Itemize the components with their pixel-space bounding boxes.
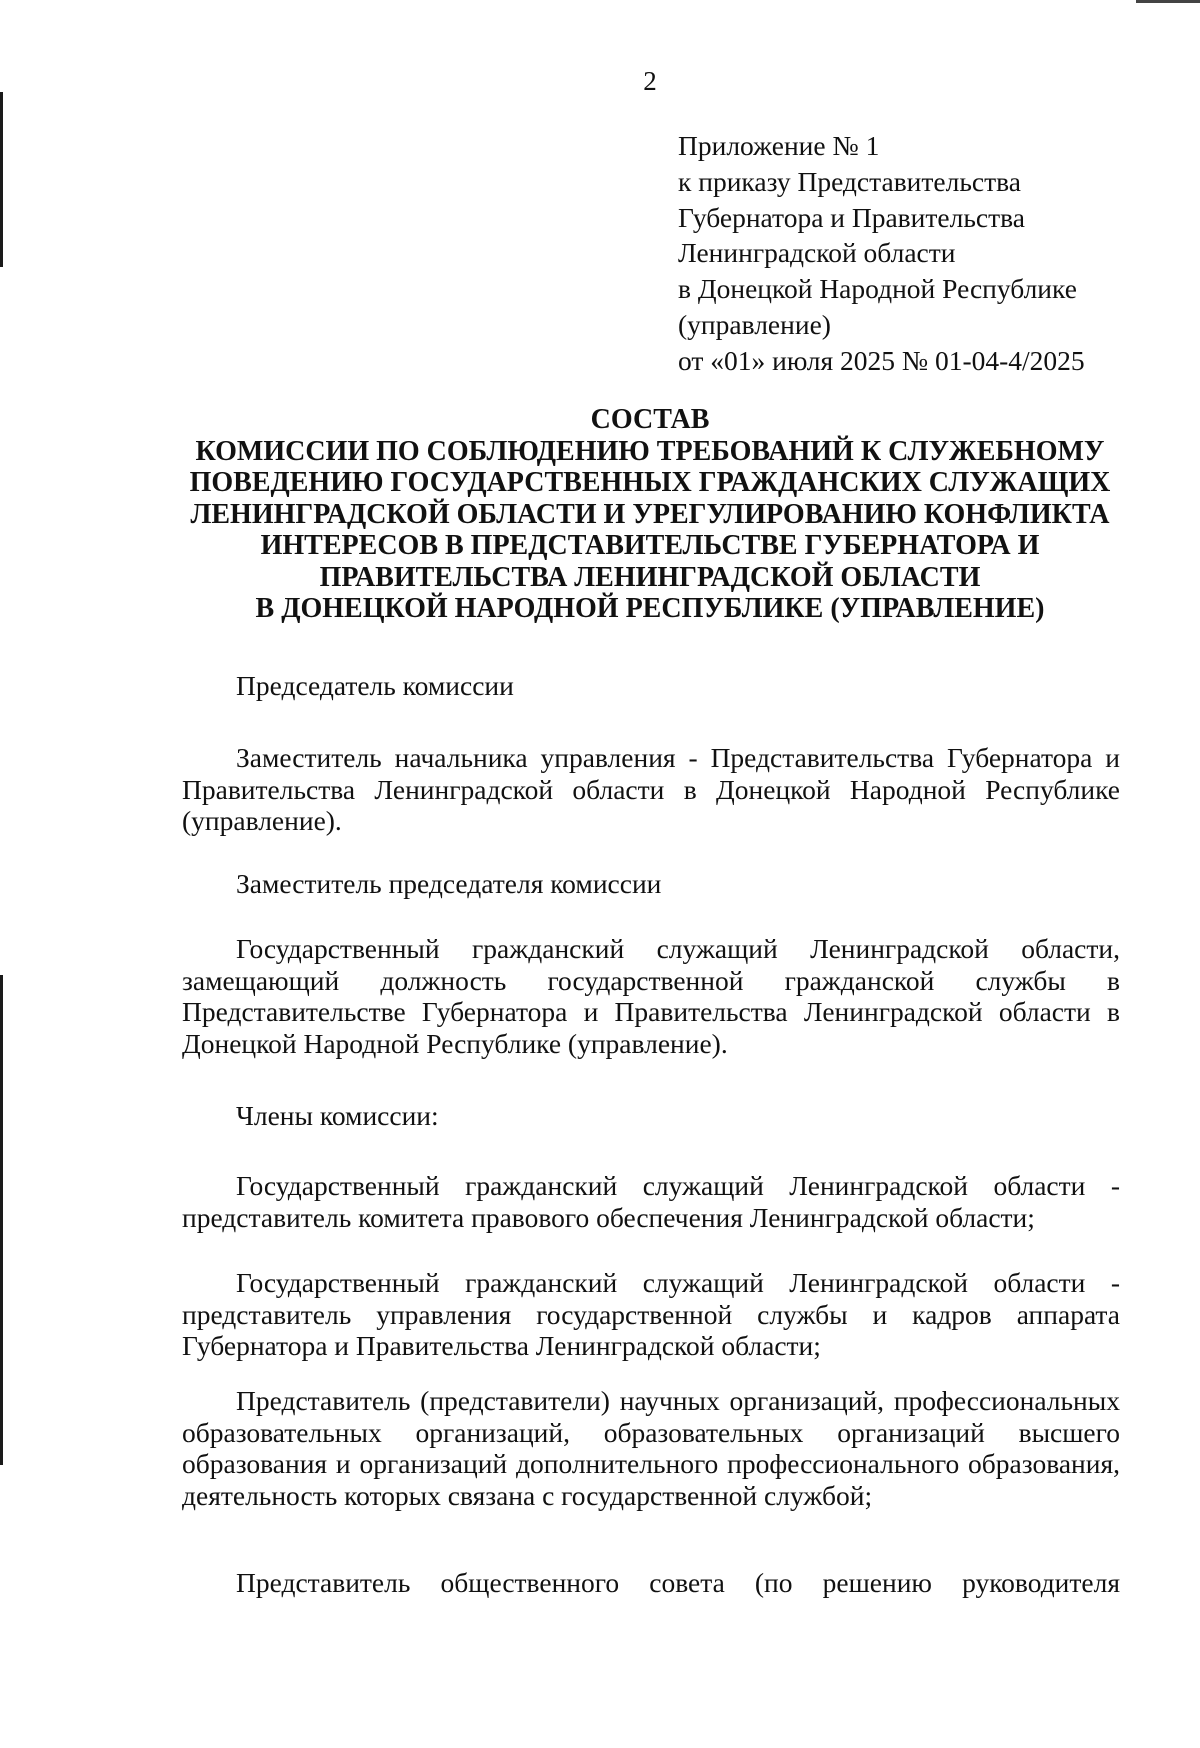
member-item: Государственный гражданский служащий Ленинградской области - представитель управления государственной службы и кадров аппарата Губернатора и Правительства Ленинградской области;: [182, 1267, 1120, 1361]
title-line: КОМИССИИ ПО СОБЛЮДЕНИЮ ТРЕБОВАНИЙ К СЛУЖЕБНОМУ: [195, 435, 1105, 467]
deputy-text: Государственный гражданский служащий Ленинградской области, замещающий должность государственной гражданской службы в Представительстве Губернатора и Правительства Ленинградской области в Донецкой Народной Республике (управление).: [182, 933, 1120, 1059]
chairman-text: Заместитель начальника управления - Представительства Губернатора и Правительства Ленинградской области в Донецкой Народной Республике (управление).: [182, 742, 1120, 836]
scan-edge-mark: [0, 975, 3, 1465]
member-item: Представитель (представители) научных организаций, профессиональных образовательных организаций, образовательных организаций высшего образования и организаций дополнительного профессионального образования, деятельность которых связана с государственной службой;: [182, 1385, 1120, 1511]
document-title: [160, 404, 1140, 625]
annex-line: (управление): [678, 308, 831, 340]
annex-line: Приложение № 1: [678, 130, 880, 161]
chairman-label: Председатель комиссии: [236, 670, 514, 701]
deputy-label: Заместитель председателя комиссии: [236, 868, 662, 899]
member-item: Представитель общественного совета (по решению руководителя: [236, 1567, 1120, 1598]
annex-line: от «01» июля 2025 № 01-04-4/2025: [678, 344, 1085, 376]
scan-edge-mark: [1136, 0, 1200, 3]
title-line: ПРАВИТЕЛЬСТВА ЛЕНИНГРАДСКОЙ ОБЛАСТИ: [319, 561, 981, 593]
title-line: В ДОНЕЦКОЙ НАРОДНОЙ РЕСПУБЛИКЕ (УПРАВЛЕНИЕ): [255, 593, 1045, 624]
title-line: ИНТЕРЕСОВ В ПРЕДСТАВИТЕЛЬСТВЕ ГУБЕРНАТОРА И: [260, 530, 1040, 561]
annex-line: в Донецкой Народной Республике: [678, 273, 1077, 305]
title-line: СОСТАВ: [590, 404, 710, 435]
annex-line: к приказу Представительства: [678, 165, 1021, 197]
annex-line: Губернатора и Правительства: [678, 201, 1025, 233]
member-item: Государственный гражданский служащий Ленинградской области - представитель комитета правового обеспечения Ленинградской области;: [182, 1170, 1120, 1233]
annex-line: Ленинградской области: [678, 237, 956, 269]
annex-block: [678, 128, 1178, 379]
title-line: ПОВЕДЕНИЮ ГОСУДАРСТВЕННЫХ ГРАЖДАНСКИХ СЛУЖАЩИХ: [189, 467, 1111, 498]
title-line: ЛЕНИНГРАДСКОЙ ОБЛАСТИ И УРЕГУЛИРОВАНИЮ КОНФЛИКТА: [190, 498, 1110, 530]
scan-edge-mark: [0, 92, 3, 267]
members-label: Члены комиссии:: [236, 1100, 439, 1131]
page-number: 2: [643, 66, 657, 96]
